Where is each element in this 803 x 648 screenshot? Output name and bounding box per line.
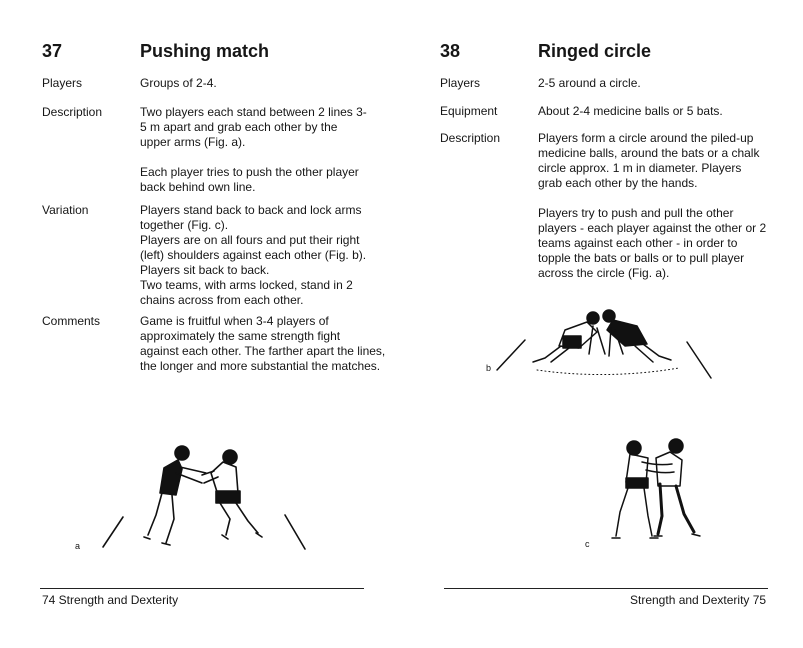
page-footer: Strength and Dexterity 75 bbox=[630, 593, 767, 607]
footer-rule bbox=[444, 588, 768, 589]
equipment-label: Equipment bbox=[440, 104, 498, 118]
footer-rule bbox=[40, 588, 364, 589]
right-page bbox=[402, 0, 803, 648]
players-label: Players bbox=[440, 76, 481, 90]
description-text: Two players each stand between 2 lines 3- 5 m apart and grab each other by the upper arms (Fig. a). Each player tries to push the other player back behind own line. bbox=[140, 105, 367, 194]
game-title: Pushing match bbox=[140, 41, 270, 61]
variation-label: Variation bbox=[42, 203, 89, 217]
page-footer: 74 Strength and Dexterity bbox=[42, 593, 179, 607]
game-number: 37 bbox=[42, 41, 63, 61]
figure-c-label: c bbox=[585, 539, 590, 549]
game-title: Ringed circle bbox=[538, 41, 652, 61]
comments-text: Game is fruitful when 3-4 players of approximately the same strength fight against each other. The farther apart the lines, the longer and more substantial the matches. bbox=[140, 314, 386, 373]
game-number: 38 bbox=[440, 41, 461, 61]
figure-a-label: a bbox=[75, 541, 81, 551]
description-label: Description bbox=[42, 105, 103, 119]
variation-text: Players stand back to back and lock arms together (Fig. c). Players are on all fours and put their right (left) shoulders against each other (Fig. b). Players sit back to back. Two teams, with arms locked, stand in 2 chains across from each other. bbox=[140, 203, 367, 307]
players-label: Players bbox=[42, 76, 83, 90]
figure-b-illustration bbox=[497, 296, 717, 386]
figure-a-illustration bbox=[90, 435, 320, 555]
description-label: Description bbox=[440, 131, 501, 145]
players-text: 2-5 around a circle. bbox=[538, 76, 641, 90]
figure-b-label: b bbox=[486, 363, 492, 373]
players-text: Groups of 2-4. bbox=[140, 76, 217, 90]
comments-label: Comments bbox=[42, 314, 101, 328]
equipment-text: About 2-4 medicine balls or 5 bats. bbox=[538, 104, 723, 118]
description-text: Players form a circle around the piled-up medicine balls, around the bats or a chalk circle approx. 1 m in diameter. Players grab each other by the hands. Players try to push and pull the other players - each player against the other or 2 teams against each other - in order to topple the bats or balls or to pull player across the circle (Fig. a). bbox=[538, 131, 767, 280]
figure-c-illustration bbox=[612, 436, 712, 546]
left-page bbox=[0, 0, 401, 648]
